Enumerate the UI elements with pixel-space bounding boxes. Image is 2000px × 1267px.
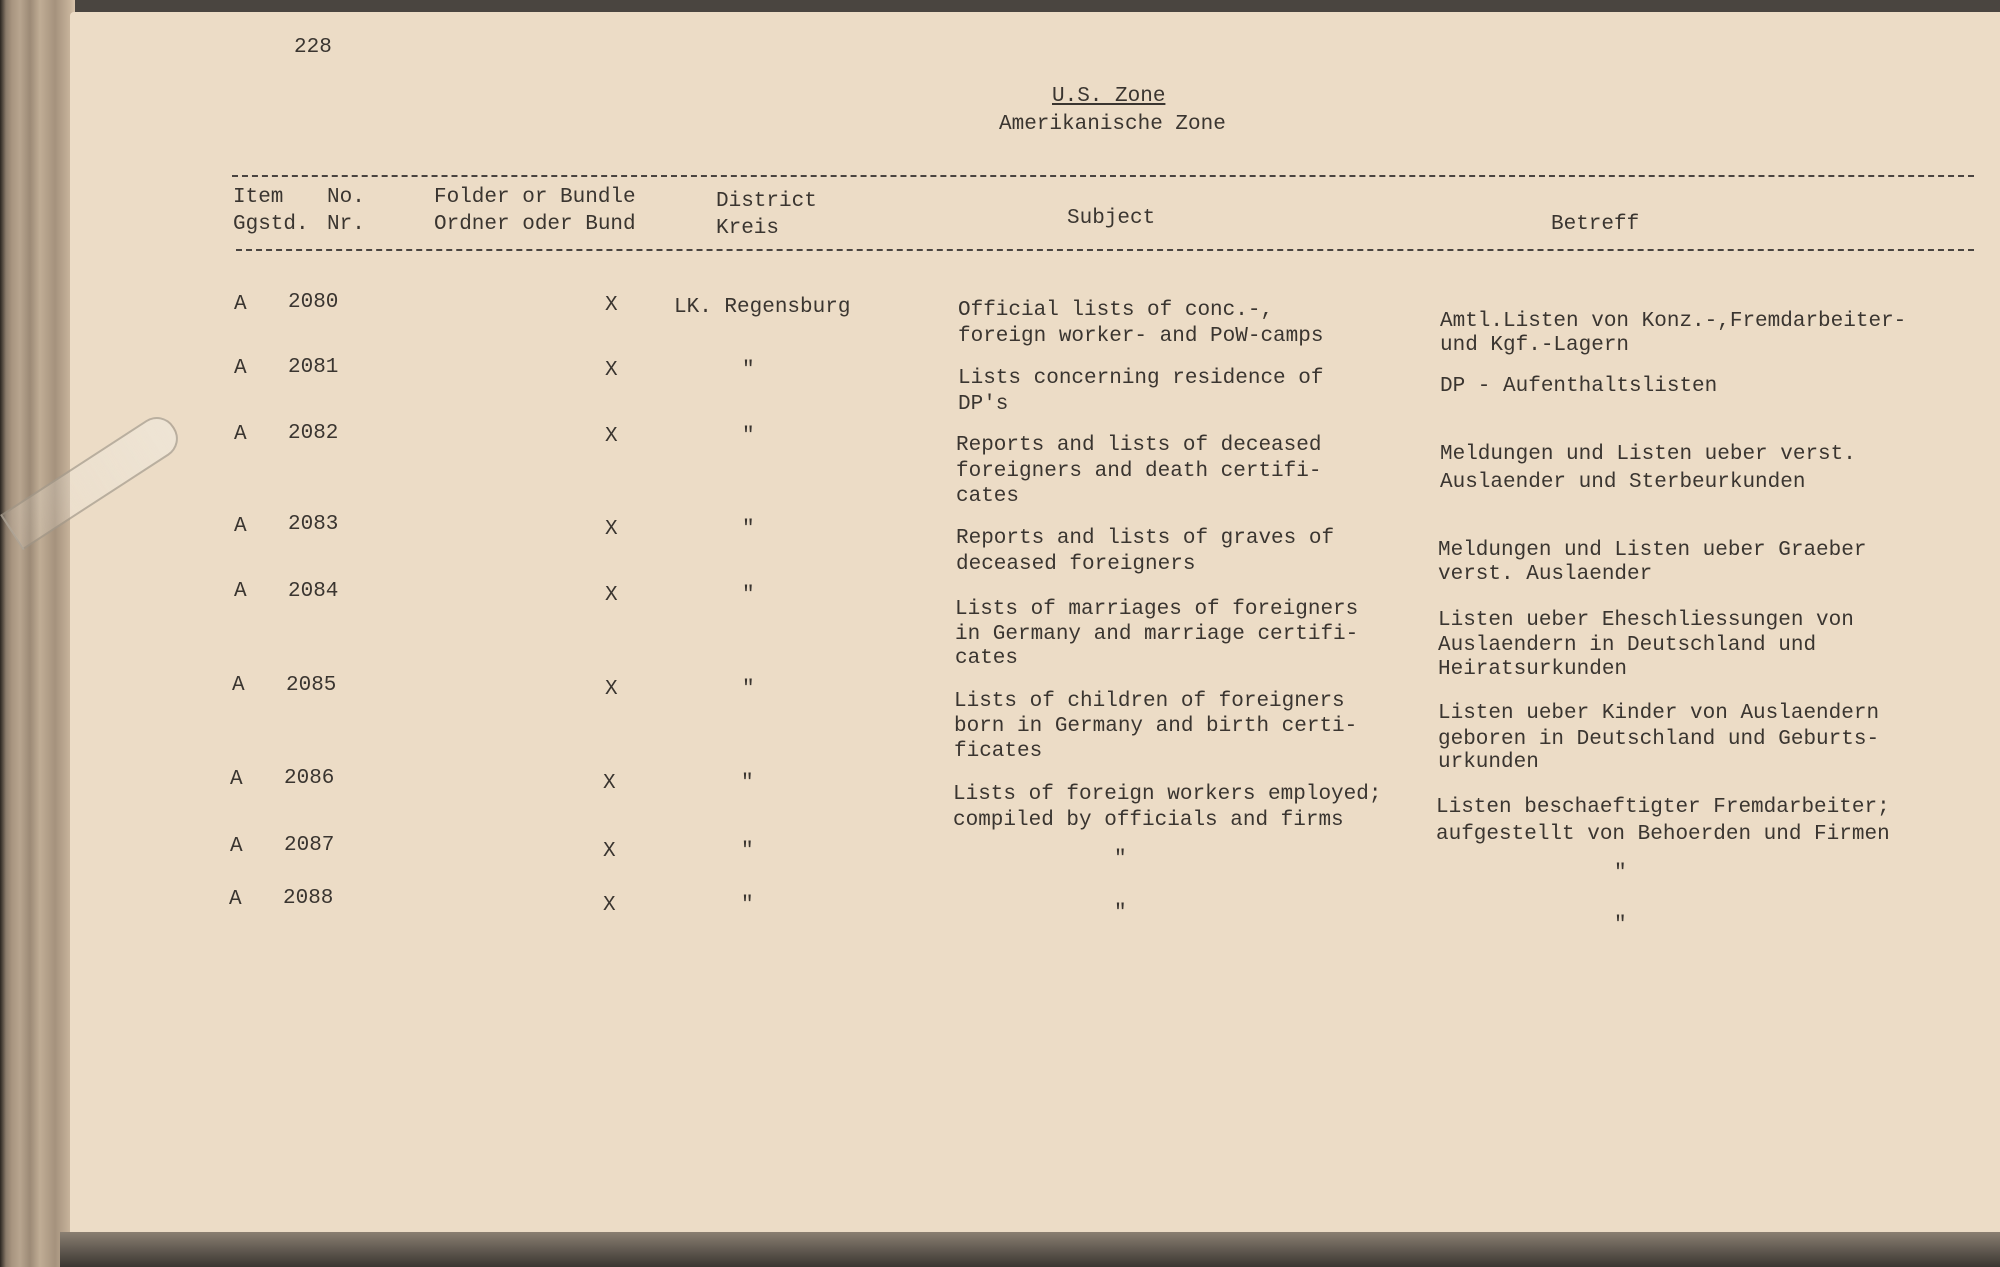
- row-no: 2081: [288, 356, 339, 379]
- col-item-de: Ggstd.: [233, 213, 309, 236]
- row-betreff-line: geboren in Deutschland und Geburts-: [1438, 728, 1880, 751]
- row-folder: X: [605, 294, 618, 317]
- row-betreff-line: aufgestellt von Behoerden und Firmen: [1436, 823, 1890, 846]
- row-no: 2080: [288, 291, 339, 314]
- row-no: 2086: [284, 767, 335, 790]
- col-district-en: District: [716, 190, 817, 213]
- row-betreff-line: urkunden: [1438, 751, 1539, 774]
- header-rule-bottom: [236, 249, 1974, 251]
- col-district-de: Kreis: [716, 217, 780, 240]
- row-item: A: [234, 580, 247, 603]
- book-bottom-edge: [60, 1232, 2000, 1267]
- row-betreff-line: Listen beschaeftigter Fremdarbeiter;: [1436, 796, 1890, 819]
- book-page-stack: [0, 0, 75, 1267]
- row-subject-line: DP's: [958, 393, 1009, 416]
- row-no: 2084: [288, 580, 339, 603]
- row-betreff-line: Auslaendern in Deutschland und: [1438, 634, 1817, 657]
- row-betreff-line: ": [1614, 914, 1627, 937]
- row-betreff-line: Meldungen und Listen ueber Graeber: [1438, 539, 1867, 562]
- row-district: ": [742, 425, 755, 448]
- row-folder: X: [605, 425, 618, 448]
- row-betreff-line: Heiratsurkunden: [1438, 658, 1628, 681]
- row-no: 2085: [286, 674, 337, 697]
- row-betreff-line: Listen ueber Kinder von Auslaendern: [1438, 702, 1880, 725]
- row-betreff-line: und Kgf.-Lagern: [1440, 334, 1630, 357]
- row-betreff-line: verst. Auslaender: [1438, 563, 1653, 586]
- row-subject-line: Lists concerning residence of: [958, 367, 1324, 390]
- row-district: ": [741, 840, 754, 863]
- row-betreff-line: ": [1614, 862, 1627, 885]
- row-subject-line: compiled by officials and firms: [953, 809, 1344, 832]
- header-rule-top: [232, 175, 1974, 177]
- row-district: ": [742, 518, 755, 541]
- row-folder: X: [603, 772, 616, 795]
- row-item: A: [232, 674, 245, 697]
- row-subject-line: Lists of marriages of foreigners: [955, 598, 1359, 621]
- row-item: A: [229, 888, 242, 911]
- col-folder-de: Ordner oder Bund: [434, 213, 636, 236]
- row-folder: X: [605, 518, 618, 541]
- row-betreff-line: Meldungen und Listen ueber verst.: [1440, 443, 1856, 466]
- row-subject-line: cates: [956, 485, 1020, 508]
- row-district: ": [742, 359, 755, 382]
- row-subject-line: foreigners and death certifi-: [956, 460, 1322, 483]
- row-subject-line: Lists of children of foreigners: [954, 690, 1345, 713]
- col-item-en: Item: [233, 186, 284, 209]
- row-no: 2087: [284, 834, 335, 857]
- row-item: A: [234, 423, 247, 446]
- row-subject-line: born in Germany and birth certi-: [954, 715, 1358, 738]
- col-folder-en: Folder or Bundle: [434, 186, 636, 209]
- row-betreff-line: Auslaender und Sterbeurkunden: [1440, 471, 1806, 494]
- row-item: A: [230, 768, 243, 791]
- row-item: A: [234, 515, 247, 538]
- row-item: A: [234, 357, 247, 380]
- row-folder: X: [603, 894, 616, 917]
- row-subject-line: ficates: [954, 740, 1043, 763]
- row-subject-line: ": [1114, 848, 1127, 871]
- row-subject-line: ": [1114, 902, 1127, 925]
- row-folder: X: [605, 359, 618, 382]
- col-no-de: Nr.: [327, 213, 365, 236]
- row-district: ": [741, 894, 754, 917]
- row-subject-line: in Germany and marriage certifi-: [955, 623, 1359, 646]
- row-subject-line: deceased foreigners: [956, 553, 1196, 576]
- row-district: ": [742, 678, 755, 701]
- row-no: 2088: [283, 887, 334, 910]
- page-number: 228: [294, 36, 332, 59]
- row-item: A: [234, 293, 247, 316]
- row-subject-line: foreign worker- and PoW-camps: [958, 325, 1324, 348]
- col-betreff: Betreff: [1551, 213, 1640, 236]
- row-folder: X: [605, 678, 618, 701]
- row-subject-line: Lists of foreign workers employed;: [953, 783, 1382, 806]
- row-district: LK. Regensburg: [674, 296, 851, 319]
- page-title: U.S. Zone: [1052, 85, 1166, 108]
- row-subject-line: cates: [955, 647, 1019, 670]
- row-folder: X: [605, 584, 618, 607]
- row-subject-line: Reports and lists of graves of: [956, 527, 1335, 550]
- row-folder: X: [603, 840, 616, 863]
- row-betreff-line: Amtl.Listen von Konz.-,Fremdarbeiter-: [1440, 310, 1907, 333]
- row-item: A: [230, 835, 243, 858]
- col-no-en: No.: [327, 186, 365, 209]
- row-betreff-line: DP - Aufenthaltslisten: [1440, 375, 1718, 398]
- row-no: 2083: [288, 513, 339, 536]
- row-district: ": [741, 772, 754, 795]
- row-subject-line: Reports and lists of deceased: [956, 434, 1322, 457]
- row-betreff-line: Listen ueber Eheschliessungen von: [1438, 609, 1854, 632]
- page-subtitle: Amerikanische Zone: [999, 113, 1226, 136]
- row-no: 2082: [288, 422, 339, 445]
- col-subject: Subject: [1067, 207, 1156, 230]
- row-subject-line: Official lists of conc.-,: [958, 299, 1274, 322]
- row-district: ": [742, 584, 755, 607]
